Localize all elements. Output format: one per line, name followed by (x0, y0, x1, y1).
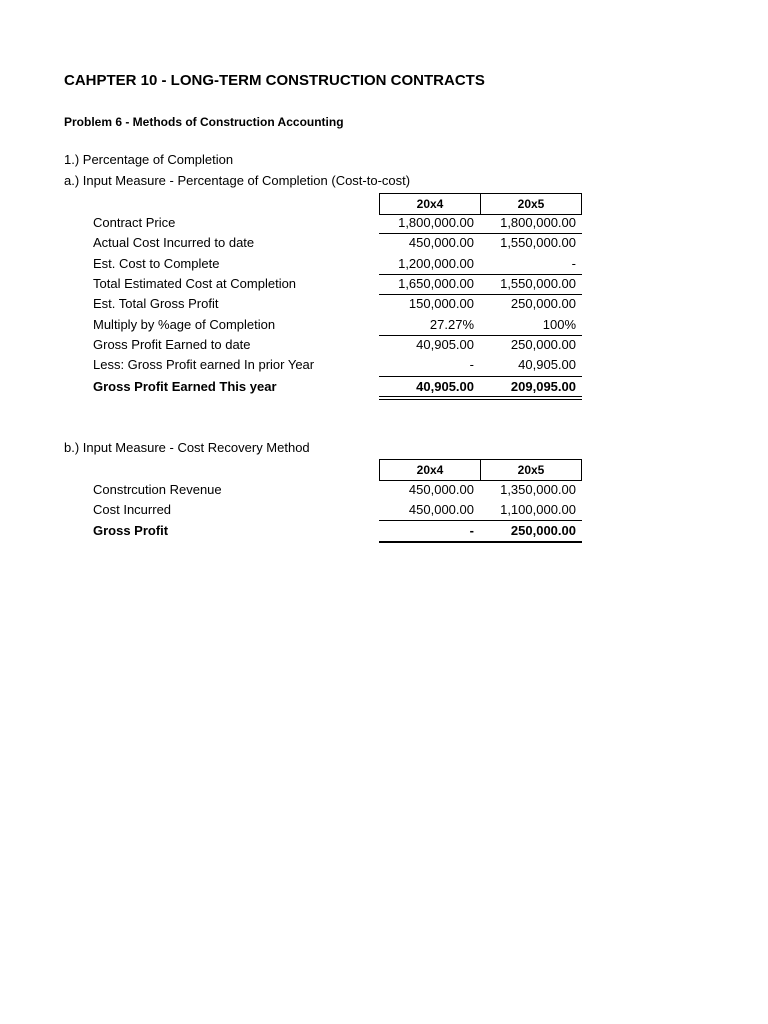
row-gross-profit-earned-to-date (0, 335, 768, 355)
row-percentage-of-completion (0, 315, 768, 335)
value-20x5: 250,000.00 (510, 337, 576, 352)
value-20x5: 1,550,000.00 (500, 235, 576, 250)
value-20x4: 1,650,000.00 (398, 276, 474, 291)
value-20x5: 100% (542, 317, 576, 332)
value-20x4: 450,000.00 (408, 235, 474, 250)
value-20x5: 250,000.00 (510, 523, 576, 538)
row-est-total-gross-profit (0, 294, 768, 314)
row-label: Total Estimated Cost at Completion (93, 276, 297, 291)
column-header-20x5: 20x5 (480, 460, 581, 480)
row-label: Cost Incurred (93, 502, 172, 517)
value-20x4: 40,905.00 (416, 379, 474, 394)
section-1-title: 1.) Percentage of Completion (64, 152, 234, 167)
value-20x4: - (469, 523, 474, 538)
row-label: Gross Profit Earned This year (93, 379, 277, 394)
row-gross-profit-this-year (0, 377, 768, 397)
column-header-20x4: 20x4 (416, 197, 444, 211)
row-gross-profit (0, 521, 768, 541)
row-label: Constrcution Revenue (93, 482, 222, 497)
value-20x4: 27.27% (429, 317, 474, 332)
value-20x4: 1,800,000.00 (398, 215, 474, 230)
value-20x5: 1,550,000.00 (500, 276, 576, 291)
value-20x4: - (469, 357, 474, 372)
row-contract-price (0, 213, 768, 233)
double-underline (379, 396, 582, 400)
row-less-prior-year (0, 355, 768, 375)
value-20x5: - (571, 256, 576, 271)
column-header-20x4: 20x4 (416, 463, 444, 477)
row-label: Less: Gross Profit earned In prior Year (93, 357, 315, 372)
row-label: Gross Profit Earned to date (93, 337, 251, 352)
value-20x5: 40,905.00 (518, 357, 576, 372)
row-label: Est. Total Gross Profit (93, 296, 219, 311)
chapter-title: CAHPTER 10 - LONG-TERM CONSTRUCTION CONTRACTS (64, 72, 485, 89)
value-20x4: 450,000.00 (408, 482, 474, 497)
row-label: Actual Cost Incurred to date (93, 235, 255, 250)
value-20x5: 250,000.00 (510, 296, 576, 311)
row-label: Contract Price (93, 215, 176, 230)
value-20x5: 1,100,000.00 (500, 502, 576, 517)
value-20x5: 209,095.00 (510, 379, 576, 394)
value-20x4: 1,200,000.00 (398, 256, 474, 271)
thick-underline (379, 541, 582, 543)
row-label: Multiply by %age of Completion (93, 317, 276, 332)
row-est-cost-to-complete (0, 254, 768, 274)
value-20x4: 150,000.00 (408, 296, 474, 311)
value-20x4: 40,905.00 (416, 337, 474, 352)
schedule-a-header (379, 193, 582, 215)
part-b-title: b.) Input Measure - Cost Recovery Method (64, 440, 310, 455)
value-20x5: 1,350,000.00 (500, 482, 576, 497)
problem-title: Problem 6 - Methods of Construction Accounting (64, 115, 344, 129)
row-actual-cost-incurred (0, 233, 768, 253)
row-label: Est. Cost to Complete (93, 256, 220, 271)
schedule-b-header (379, 459, 582, 481)
row-label: Gross Profit (93, 523, 169, 538)
value-20x5: 1,800,000.00 (500, 215, 576, 230)
row-construction-revenue (0, 480, 768, 500)
column-header-20x5: 20x5 (480, 194, 581, 214)
part-a-title: a.) Input Measure - Percentage of Completion (Cost-to-cost) (64, 173, 411, 188)
row-total-estimated-cost (0, 274, 768, 294)
row-cost-incurred (0, 500, 768, 520)
value-20x4: 450,000.00 (408, 502, 474, 517)
